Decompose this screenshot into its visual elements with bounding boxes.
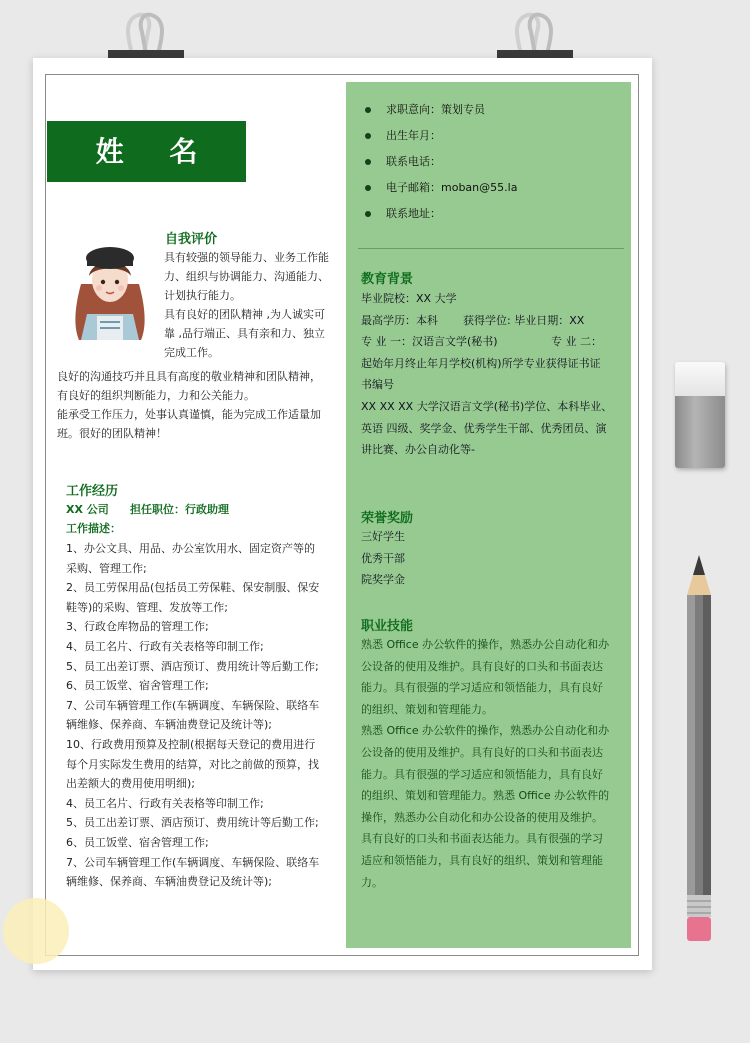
self-eval-line: 完成工作。	[164, 346, 219, 359]
work-item: 6、员工饭堂、宿舍管理工作;	[66, 835, 209, 849]
skills-title: 职业技能	[361, 619, 414, 634]
work-desc-title: 工作描述：	[66, 522, 121, 535]
education-title: 教育背景	[361, 272, 414, 287]
skills-line: 公设备的使用及维护。具有良好的口头和书面表达	[361, 745, 603, 759]
education-line: 讲比赛、办公自动化等-	[361, 443, 475, 457]
education-major-row	[361, 331, 623, 353]
skills-line: 的组织、策划和管理能力。熟悉 Office 办公软件的	[361, 789, 610, 803]
skills-line: 能力。具有很强的学习适应和领悟能力，具有良好	[361, 681, 603, 695]
work-item: 5、员工出差订票、酒店预订、费用统计等后勤工作;	[66, 659, 319, 673]
pencil-icon	[686, 555, 712, 945]
skills-line: 具有良好的口头和书面表达能力。具有很强的学习	[361, 832, 603, 846]
honors-title: 荣誉奖励	[361, 511, 414, 526]
education-degree-row	[361, 310, 623, 332]
honor-item: 三好学生	[361, 530, 405, 543]
skills-line: 的组织、策划和管理能力。	[361, 702, 493, 716]
eraser-sleeve	[675, 396, 725, 468]
eraser	[675, 362, 725, 468]
education-major1: 专 业 一：汉语言文学(秘书)	[361, 335, 498, 349]
honor-item: 院奖学金	[361, 573, 405, 587]
self-eval-line: 班。很好的团队精神！	[57, 427, 167, 440]
work-item: 5、员工出差订票、酒店预订、费用统计等后勤工作;	[66, 816, 319, 830]
contact-list	[362, 97, 517, 227]
self-eval-line: 靠 ,品行端正、具有亲和力、独立	[164, 327, 325, 340]
education-line: 书编号	[361, 378, 394, 392]
contact-item: 联系电话：	[362, 149, 517, 175]
self-eval-line: 具有良好的团队精神 ,为人诚实可	[164, 308, 325, 321]
skills-line: 公设备的使用及维护。具有良好的口头和书面表达	[361, 659, 603, 673]
work-list	[66, 539, 336, 892]
self-eval-text	[164, 248, 336, 362]
contact-item: 出生年月：	[362, 123, 517, 149]
education-line: 英语 四级、奖学金、优秀学生干部、优秀团员、演	[361, 421, 607, 435]
work-item: 2、员工劳保用品(包括员工劳保鞋、保安制服、保安	[66, 581, 320, 595]
self-eval-line: 有良好的组织判断能力，力和公关能力。	[57, 389, 255, 402]
work-item: 10、行政费用预算及控制(根据每天登记的费用进行	[66, 737, 316, 751]
work-item: 鞋等)的采购、管理、发放等工作;	[66, 600, 228, 614]
work-item: 3、行政仓库物品的管理工作;	[66, 620, 209, 634]
self-eval-line: 力、组织与协调能力、沟通能力、	[164, 270, 329, 283]
skills-text	[361, 634, 623, 893]
self-eval-text-full	[57, 367, 337, 443]
skills-line: 操作，熟悉办公自动化和办公设备的使用及维护。	[361, 810, 603, 824]
work-item: 7、公司车辆管理工作(车辆调度、车辆保险、联络车	[66, 855, 320, 869]
work-item: 4、员工名片、行政有关表格等印制工作;	[66, 639, 264, 653]
work-item: 辆维修、保养商、车辆油费登记及统计等);	[66, 718, 272, 732]
name-title: 姓 名	[47, 121, 246, 182]
education-gained: 获得学位: 毕业日期：XX	[463, 313, 585, 327]
work-position: 担任职位：行政助理	[130, 503, 229, 516]
education-text	[361, 288, 623, 461]
contact-item: 联系地址：	[362, 201, 517, 227]
skills-line: 熟悉 Office 办公软件的操作，熟悉办公自动化和办	[361, 638, 610, 651]
avatar	[67, 236, 153, 340]
work-title: 工作经历	[66, 484, 119, 499]
skills-line: 熟悉 Office 办公软件的操作，熟悉办公自动化和办	[361, 724, 610, 738]
divider	[358, 248, 624, 249]
self-eval-line: 能承受工作压力，处事认真谨慎，能为完成工作适量加	[57, 408, 321, 421]
decorative-circle	[3, 898, 69, 964]
work-item: 7、公司车辆管理工作(车辆调度、车辆保险、联络车	[66, 698, 320, 712]
work-item: 辆维修、保养商、车辆油费登记及统计等);	[66, 875, 272, 889]
self-eval-line: 良好的沟通技巧并且具有高度的敬业精神和团队精神，	[57, 370, 321, 383]
work-company-row	[66, 500, 346, 519]
work-item: 4、员工名片、行政有关表格等印制工作;	[66, 796, 264, 810]
eraser-top	[675, 362, 725, 396]
contact-item: 求职意向：策划专员	[362, 97, 517, 123]
education-line: XX XX XX 大学汉语言文学(秘书)学位、本科毕业、	[361, 399, 613, 413]
education-major2: 专 业 二：	[551, 335, 602, 349]
self-eval-line: 计划执行能力。	[164, 289, 241, 302]
work-item: 采购、管理工作;	[66, 561, 147, 575]
education-school: 毕业院校：XX 大学	[361, 292, 457, 305]
skills-line: 能力。具有很强的学习适应和领悟能力，具有良好	[361, 767, 603, 781]
contact-item: 电子邮箱：moban@55.la	[362, 175, 517, 201]
work-item: 1、办公文具、用品、办公室饮用水、固定资产等的	[66, 542, 315, 555]
skills-line: 适应和领悟能力，具有良好的组织、策划和管理能	[361, 853, 603, 867]
work-item: 出差额大的费用使用明细);	[66, 777, 195, 791]
work-company: XX 公司	[66, 503, 109, 516]
honor-item: 优秀干部	[361, 551, 405, 565]
work-item: 每个月实际发生费用的结算，对比之前做的预算，找	[66, 757, 319, 771]
self-eval-title: 自我评价	[165, 232, 218, 247]
work-item: 6、员工饭堂、宿舍管理工作;	[66, 679, 209, 693]
honors-list	[361, 526, 623, 591]
self-eval-line: 具有较强的领导能力、业务工作能	[164, 251, 329, 264]
education-line: 起始年月终止年月学校(机构)所学专业获得证书证	[361, 356, 601, 370]
skills-line: 力。	[361, 875, 383, 889]
education-degree: 最高学历：本科	[361, 313, 438, 327]
